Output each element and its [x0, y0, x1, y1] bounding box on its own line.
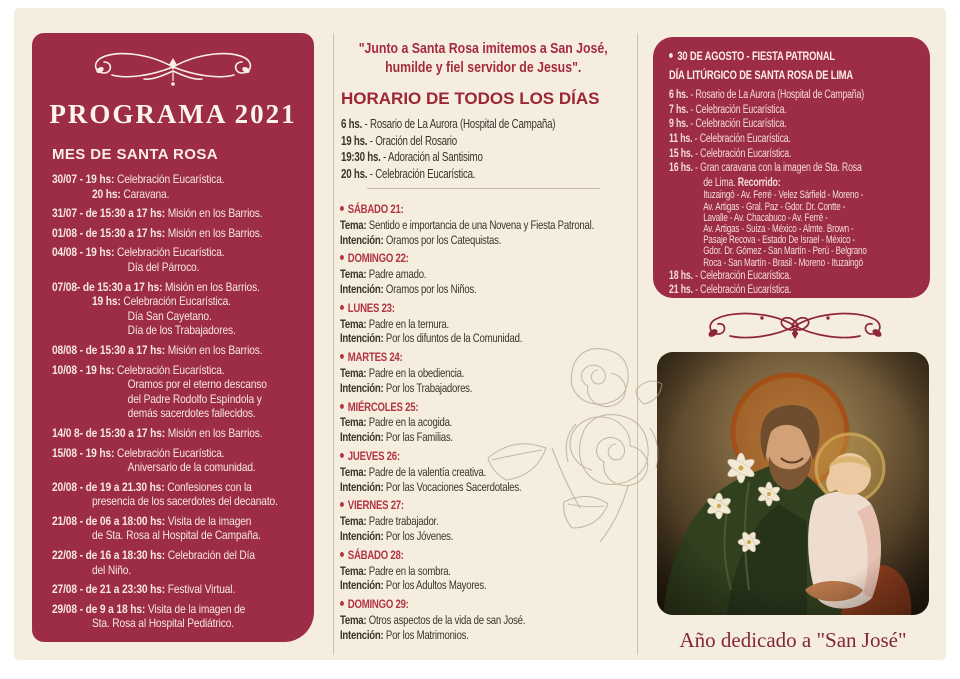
column-divider	[333, 33, 334, 655]
schedule-line: 9 hs. - Celebración Eucarística.	[669, 118, 787, 131]
day-block	[340, 350, 636, 395]
flourish-ornament-icon	[700, 309, 890, 347]
tema-line: Tema: Sentido e importancia de una Novena y Fiesta Patronal.	[340, 217, 594, 232]
day-block	[340, 597, 636, 642]
flourish-ornament-icon	[88, 46, 258, 92]
daily-themes-list	[340, 202, 636, 647]
schedule-line: 14/0 8- de 15:30 a 17 hs: Misión en los Barrios.	[52, 425, 263, 440]
intencion-line: Intención: Por los Jóvenes.	[340, 528, 454, 543]
schedule-entry	[52, 245, 308, 274]
tema-line: Tema: Padre trabajador.	[340, 514, 439, 529]
schedule-entry	[52, 172, 308, 201]
dot-bullet-icon	[340, 255, 344, 260]
schedule-line: 11 hs. - Celebración Eucarística.	[669, 132, 791, 145]
quote-line: "Junto a Santa Rosa imitemos a San José,	[358, 41, 608, 57]
intencion-line: Intención: Por los Matrimonios.	[340, 627, 469, 642]
dot-bullet-icon	[340, 206, 344, 211]
day-block	[340, 498, 636, 543]
tema-line: Tema: Otros aspectos de la vida de san José.	[340, 612, 526, 627]
daily-schedule-list	[341, 116, 637, 182]
intencion-line: Intención: Oramos por los Catequistas.	[340, 232, 502, 247]
quote-text	[337, 40, 629, 78]
schedule-line: 18 hs. - Celebración Eucarística.	[669, 269, 792, 282]
day-block	[340, 548, 636, 593]
intencion-line: Intención: Por las Familias.	[340, 430, 453, 445]
intencion-line: Intención: Por los Trabajadores.	[340, 380, 473, 395]
schedule-line: Sta. Rosa al Hospital Pediátrico.	[91, 616, 235, 631]
day-heading: MIÉRCOLES 25:	[340, 400, 636, 415]
day-heading: SÁBADO 21:	[340, 202, 636, 217]
route-line: Lavalle - Av. Chacabuco - Av. Ferré -	[703, 211, 828, 224]
schedule-line-continuation: de Lima. Recorrido:	[703, 176, 781, 189]
schedule-line: 27/08 - de 21 a 23:30 hs: Festival Virtual.	[52, 582, 236, 597]
tema-line: Tema: Padre de la valentía creativa.	[340, 464, 487, 479]
day-block	[340, 400, 636, 445]
schedule-entry	[52, 480, 308, 509]
intencion-line: Intención: Por los difuntos de la Comunidad.	[340, 331, 523, 346]
tema-line: Tema: Padre en la obediencia.	[340, 365, 465, 380]
schedule-line: 20 hs. - Celebración Eucarística.	[341, 166, 476, 181]
intencion-line: Intención: Por los Adultos Mayores.	[340, 578, 487, 593]
day-block	[340, 251, 636, 296]
fiesta-subtitle: DÍA LITÚRGICO DE SANTA ROSA DE LIMA	[669, 67, 854, 82]
dot-bullet-icon	[340, 404, 344, 409]
fiesta-schedule	[669, 88, 920, 298]
schedule-line: 15/08 - 19 hs: Celebración Eucarística.	[52, 445, 225, 460]
dot-bullet-icon	[340, 552, 344, 557]
schedule-line: 15 hs. - Celebración Eucarística.	[669, 147, 792, 160]
route-line: Av. Artigas - Gral. Paz - Gdor. Dr. Contte -	[703, 200, 846, 213]
schedule-line: Aniversario de la comunidad.	[127, 460, 256, 475]
day-block	[340, 202, 636, 247]
tema-line: Tema: Padre en la sombra.	[340, 563, 451, 578]
schedule-line: 29/08 - de 9 a 18 hs: Visita de la imagen de	[52, 601, 246, 616]
schedule-entry	[52, 280, 308, 338]
dot-bullet-icon	[340, 502, 344, 507]
schedule-line: 10/08 - 19 hs: Celebración Eucarística.	[52, 362, 225, 377]
route-line: Gdor. Dr. Gómez - San Martín - Perú - Belgrano	[703, 245, 867, 258]
schedule-line: 22/08 - de 16 a 18:30 hs: Celebración del Día	[52, 548, 255, 563]
schedule-line: 20/08 - de 19 a 21.30 hs: Confesiones con la	[52, 479, 252, 494]
route-line: Roca - San Martín - Brasil - Moreno - Ituzaingó	[703, 256, 863, 269]
tema-line: Tema: Padre en la acogida.	[340, 415, 453, 430]
schedule-line: 6 hs. - Rosario de La Aurora (Hospital de Campaña)	[669, 89, 864, 102]
route-line: Av. Artigas - Suiza - México - Almte. Brown -	[703, 222, 854, 235]
day-heading: LUNES 23:	[340, 301, 636, 316]
schedule-line: 19 hs: Celebración Eucarística.	[91, 294, 231, 309]
dot-bullet-icon	[340, 354, 344, 359]
schedule-entry	[52, 426, 308, 441]
day-block	[340, 301, 636, 346]
route-line: Pasaje Recova - Estado De Israel - México -	[703, 234, 856, 247]
schedule-line: 7 hs. - Celebración Eucarística.	[669, 103, 787, 116]
day-heading: SÁBADO 28:	[340, 548, 636, 563]
day-block	[340, 449, 636, 494]
caravan-route	[703, 190, 920, 268]
schedule-line: 31/07 - de 15:30 a 17 hs: Misión en los Barrios.	[52, 206, 263, 221]
quote-line: humilde y fiel servidor de Jesus".	[385, 60, 582, 76]
tema-line: Tema: Padre en la ternura.	[340, 316, 449, 331]
daily-schedule-title: HORARIO DE TODOS LOS DÍAS	[341, 89, 600, 108]
left-panel-subtitle: MES DE SANTA ROSA	[52, 146, 218, 163]
dot-bullet-icon	[340, 453, 344, 458]
page-title: PROGRAMA 2021	[49, 99, 297, 129]
section-divider	[367, 188, 600, 189]
schedule-line: Oramos por el eterno descanso	[127, 377, 267, 392]
schedule-line: 6 hs. - Rosario de La Aurora (Hospital de Campaña)	[341, 117, 556, 131]
schedule-entry	[52, 343, 308, 358]
schedule-line: 04/08 - 19 hs: Celebración Eucarística.	[52, 245, 225, 260]
schedule-line: 20 hs: Caravana.	[91, 186, 170, 201]
schedule-line: Día San Cayetano.	[127, 308, 212, 323]
dedication-caption: Año dedicado a "San José"	[679, 628, 907, 652]
schedule-line: presencia de los sacerdotes del decanato.	[91, 494, 278, 509]
left-schedule	[52, 172, 308, 631]
schedule-line: 21 hs. - Celebración Eucarística.	[669, 284, 792, 297]
schedule-line: 19:30 hs. - Adoración al Santisimo	[341, 150, 483, 165]
schedule-entry	[52, 514, 308, 543]
schedule-line: 08/08 - de 15:30 a 17 hs: Misión en los Barrios.	[52, 342, 263, 357]
schedule-line: Día del Párroco.	[127, 259, 200, 274]
schedule-entry	[52, 582, 308, 597]
dot-bullet-icon	[340, 601, 344, 606]
schedule-line: de Sta. Rosa al Hospital de Campaña.	[91, 528, 261, 543]
schedule-entry	[52, 602, 308, 631]
san-jose-image	[657, 352, 929, 615]
route-line: Ituzaingó - Av. Ferré - Velez Sárfield - Moreno -	[703, 189, 864, 202]
fiesta-title: 30 DE AGOSTO - FIESTA PATRONAL	[669, 49, 920, 64]
schedule-entry	[52, 226, 308, 241]
day-heading: MARTES 24:	[340, 350, 636, 365]
day-heading: VIERNES 27:	[340, 498, 636, 513]
schedule-line: del Niño.	[91, 562, 132, 577]
schedule-line: 07/08- de 15:30 a 17 hs: Misión en los Barrios.	[52, 279, 260, 294]
tema-line: Tema: Padre amado.	[340, 267, 427, 282]
schedule-line: 19 hs. - Oración del Rosario	[341, 133, 457, 148]
dot-bullet-icon	[340, 305, 344, 310]
schedule-line: 01/08 - de 15:30 a 17 hs: Misión en los Barrios.	[52, 225, 263, 240]
day-heading: DOMINGO 22:	[340, 251, 636, 266]
schedule-line: 21/08 - de 06 a 18:00 hs: Visita de la imagen	[52, 513, 252, 528]
fiesta-patronal-panel	[653, 37, 930, 298]
schedule-entry	[52, 206, 308, 221]
intencion-line: Intención: Oramos por los Niños.	[340, 281, 477, 296]
day-heading: JUEVES 26:	[340, 449, 636, 464]
schedule-line: del Padre Rodolfo Espíndola y	[127, 391, 262, 406]
schedule-line: demás sacerdotes fallecidos.	[127, 406, 256, 421]
schedule-line: Día de los Trabajadores.	[127, 323, 236, 338]
schedule-entry	[52, 446, 308, 475]
schedule-entry	[52, 363, 308, 421]
day-heading: DOMINGO 29:	[340, 597, 636, 612]
program-panel	[32, 33, 314, 642]
schedule-line: 16 hs. - Gran caravana con la imagen de Sta. Rosa	[669, 162, 862, 175]
intencion-line: Intención: Por las Vocaciones Sacerdotales.	[340, 479, 522, 494]
schedule-line: 30/07 - 19 hs: Celebración Eucarística.	[52, 172, 225, 186]
dot-bullet-icon	[669, 53, 673, 58]
schedule-entry	[52, 548, 308, 577]
